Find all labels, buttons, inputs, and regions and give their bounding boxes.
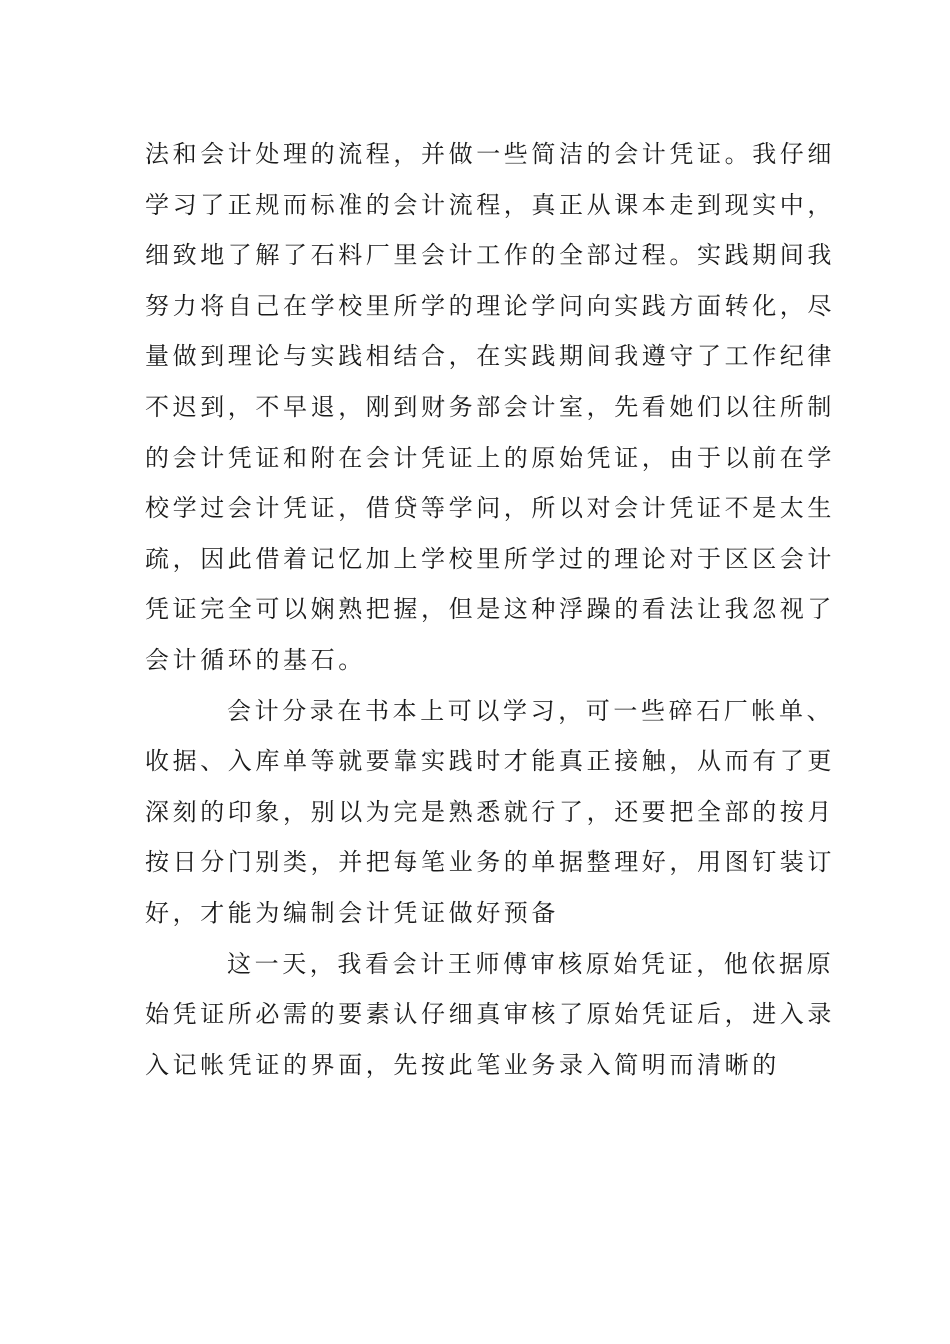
text-line: 校学过会计凭证，借贷等学问，所以对会计凭证不是太生 (145, 494, 835, 523)
text-line: 学习了正规而标准的会计流程，真正从课本走到现实中， (145, 190, 835, 219)
text-line: 收据、入库单等就要靠实践时才能真正接触，从而有了更 (145, 747, 835, 776)
text-line: 好，才能为编制会计凭证做好预备 (145, 898, 559, 927)
text-line: 深刻的印象，别以为完是熟悉就行了，还要把全部的按月 (145, 797, 835, 826)
text-line: 始凭证所必需的要素认仔细真审核了原始凭证后，进入录 (145, 1000, 835, 1029)
text-line: 入记帐凭证的界面，先按此笔业务录入简明而清晰的 (145, 1050, 780, 1079)
text-line: 细致地了解了石料厂里会计工作的全部过程。实践期间我 (145, 241, 835, 270)
text-line-indented: 这一天，我看会计王师傅审核原始凭证，他依据原 (227, 949, 835, 978)
text-line: 疏，因此借着记忆加上学校里所学过的理论对于区区会计 (145, 544, 835, 573)
document-body (145, 129, 835, 1090)
text-line: 的会计凭证和附在会计凭证上的原始凭证，由于以前在学 (145, 443, 835, 472)
text-line: 会计循环的基石。 (145, 645, 366, 674)
text-line: 努力将自己在学校里所学的理论学问向实践方面转化，尽 (145, 291, 835, 320)
text-line: 不迟到，不早退，刚到财务部会计室，先看她们以往所制 (145, 392, 835, 421)
text-line: 按日分门别类，并把每笔业务的单据整理好，用图钉装订 (145, 848, 835, 877)
text-line: 量做到理论与实践相结合，在实践期间我遵守了工作纪律 (145, 342, 835, 371)
text-line: 法和会计处理的流程，并做一些简洁的会计凭证。我仔细 (145, 140, 835, 168)
paragraph-1 (145, 129, 835, 686)
paragraph-2 (145, 686, 835, 939)
text-line: 凭证完全可以娴熟把握，但是这种浮躁的看法让我忽视了 (145, 595, 835, 624)
paragraph-3 (145, 939, 835, 1091)
text-line-indented: 会计分录在书本上可以学习，可一些碎石厂帐单、 (227, 696, 835, 725)
